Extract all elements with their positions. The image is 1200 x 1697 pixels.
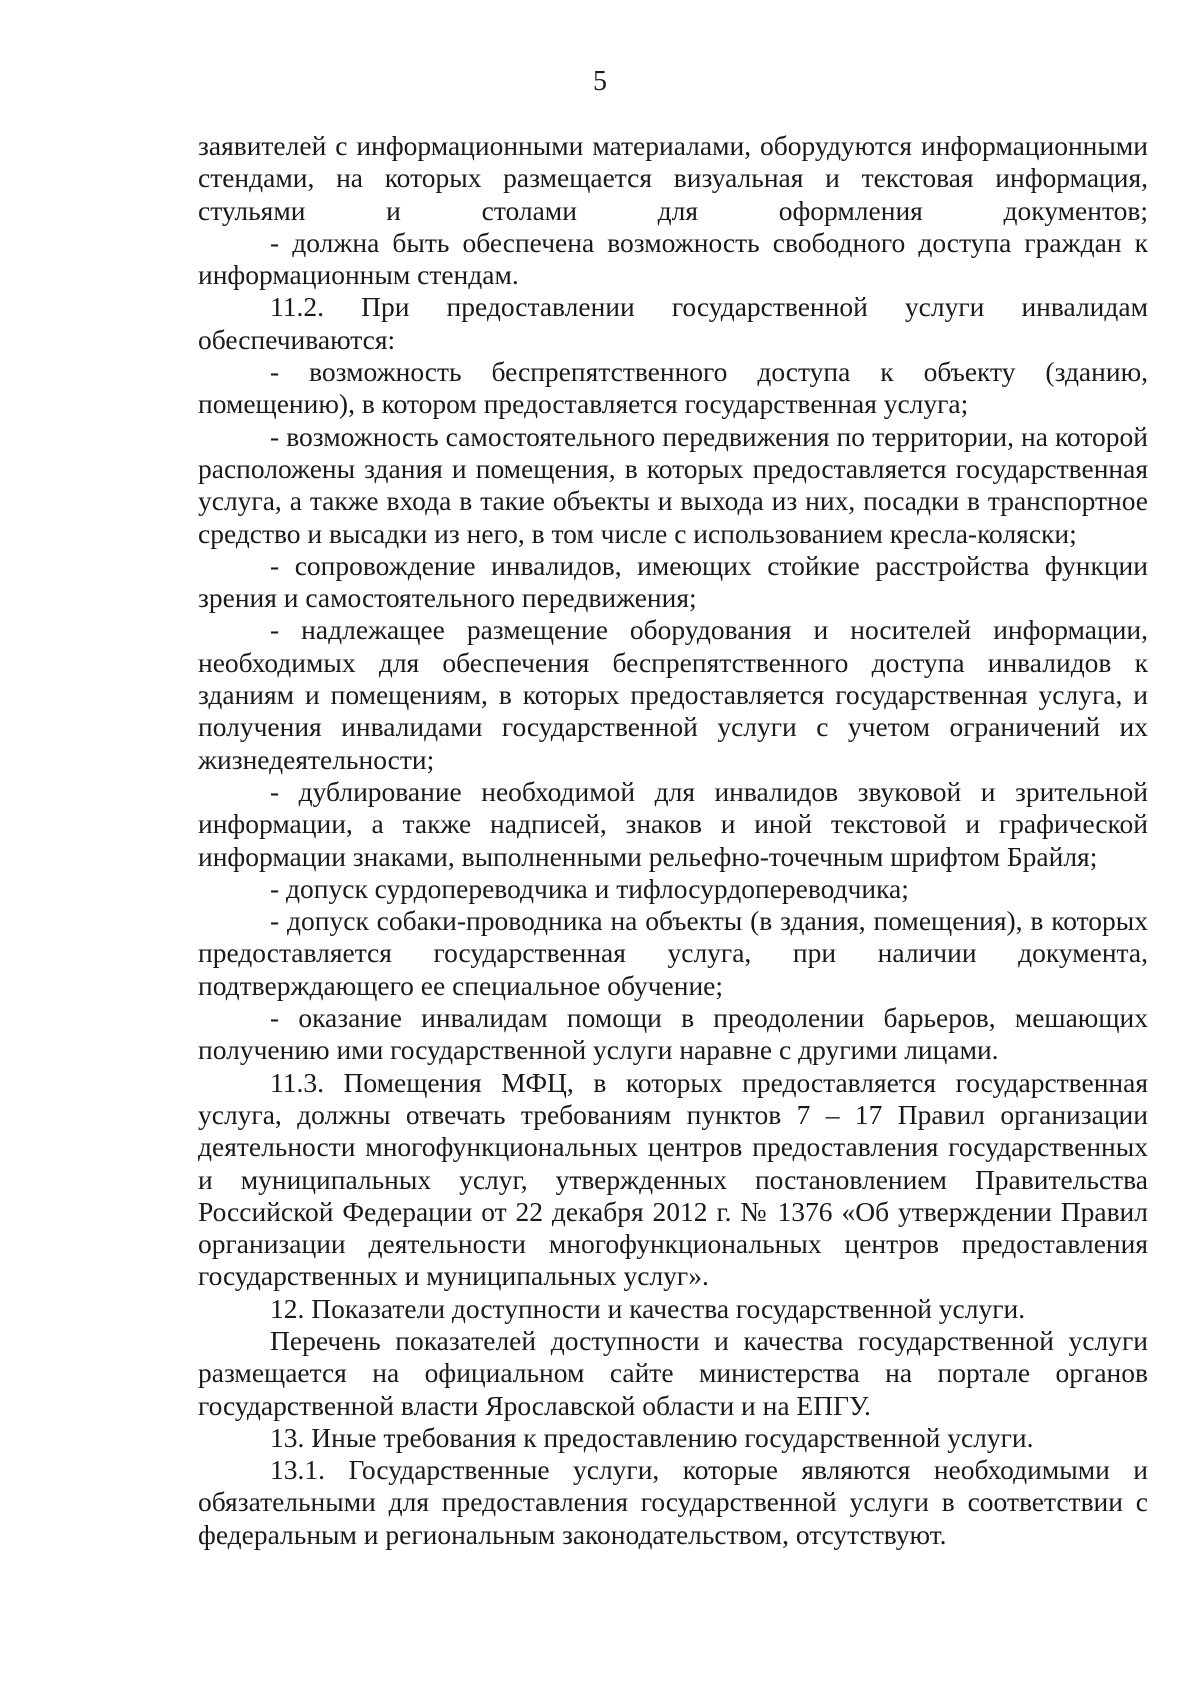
- list-item-unobstructed-access: - возможность беспрепятственного доступа к объекту (зданию, помещению), в котором предоставляется государственная услуга;: [198, 356, 1148, 420]
- list-item-guide-dog: - допуск собаки-проводника на объекты (в здания, помещения), в которых предоставляется государственная услуга, при наличии документа, подтверждающего ее специальное обучение;: [198, 905, 1148, 1001]
- paragraph-stand-access: - должна быть обеспечена возможность свободного доступа граждан к информационным стендам.: [198, 226, 1148, 291]
- document-body: [198, 130, 1148, 1551]
- page-number: 5: [593, 66, 607, 97]
- paragraph-13-1: 13.1. Государственные услуги, которые являются необходимыми и обязательными для предоставления государственной услуги в соответствии с федеральным и региональным законодательством, отсутствуют.: [198, 1454, 1148, 1550]
- list-item-sign-interpreter: - допуск сурдопереводчика и тифлосурдопереводчика;: [270, 872, 909, 904]
- paragraph-12-indicators: Перечень показателей доступности и качества государственной услуги размещается на официальном сайте министерства на портале органов государственной власти Ярославской области и на ЕПГУ.: [198, 1324, 1148, 1421]
- list-item-barrier-assistance: - оказание инвалидам помощи в преодолении барьеров, мешающих получению ими государственной услуги наравне с другими лицами.: [198, 1002, 1148, 1066]
- paragraph-11-2: 11.2. При предоставлении государственной услуги инвалидам обеспечиваются:: [198, 291, 1148, 355]
- list-item-independent-movement: - возможность самостоятельного передвижения по территории, на которой расположены здания и помещения, в которых предоставляется государственная услуга, а также входа в такие объекты и выхода из них, посадки в транспортное средство и высадки из него, в том числе с использованием кресла-коляски;: [198, 420, 1148, 549]
- list-item-accompaniment: - сопровождение инвалидов, имеющих стойкие расстройства функции зрения и самостоятельного передвижения;: [198, 549, 1148, 614]
- paragraph-12-heading: 12. Показатели доступности и качества государственной услуги.: [270, 1292, 1026, 1324]
- list-item-information-duplication: - дублирование необходимой для инвалидов звуковой и зрительной информации, а также надписей, знаков и иной текстовой и графической информации знаками, выполненными рельефно-точечным шрифтом Брайля;: [198, 775, 1148, 872]
- paragraph-11-3: 11.3. Помещения МФЦ, в которых предоставляется государственная услуга, должны отвечать требованиям пунктов 7 – 17 Правил организации деятельности многофункциональных центров предоставления государственных и муниципальных услуг, утвержденных постановлением Правительства Российской Федерации от 22 декабря 2012 г. № 1376 «Об утверждении Правил организации деятельности многофункциональных центров предоставления государственных и муниципальных услуг».: [198, 1066, 1148, 1292]
- list-item-equipment-placement: - надлежащее размещение оборудования и носителей информации, необходимых для обеспечения беспрепятственного доступа инвалидов к зданиям и помещениям, в которых предоставляется государственная услуга, и получения инвалидами государственной услуги с учетом ограничений их жизнедеятельности;: [198, 614, 1148, 775]
- paragraph-continuation: заявителей с информационными материалами, оборудуются информационными стендами, на которых размещается визуальная и текстовая информация, стульями и столами для оформления документов;: [198, 130, 1148, 226]
- paragraph-13-heading: 13. Иные требования к предоставлению государственной услуги.: [270, 1421, 1034, 1453]
